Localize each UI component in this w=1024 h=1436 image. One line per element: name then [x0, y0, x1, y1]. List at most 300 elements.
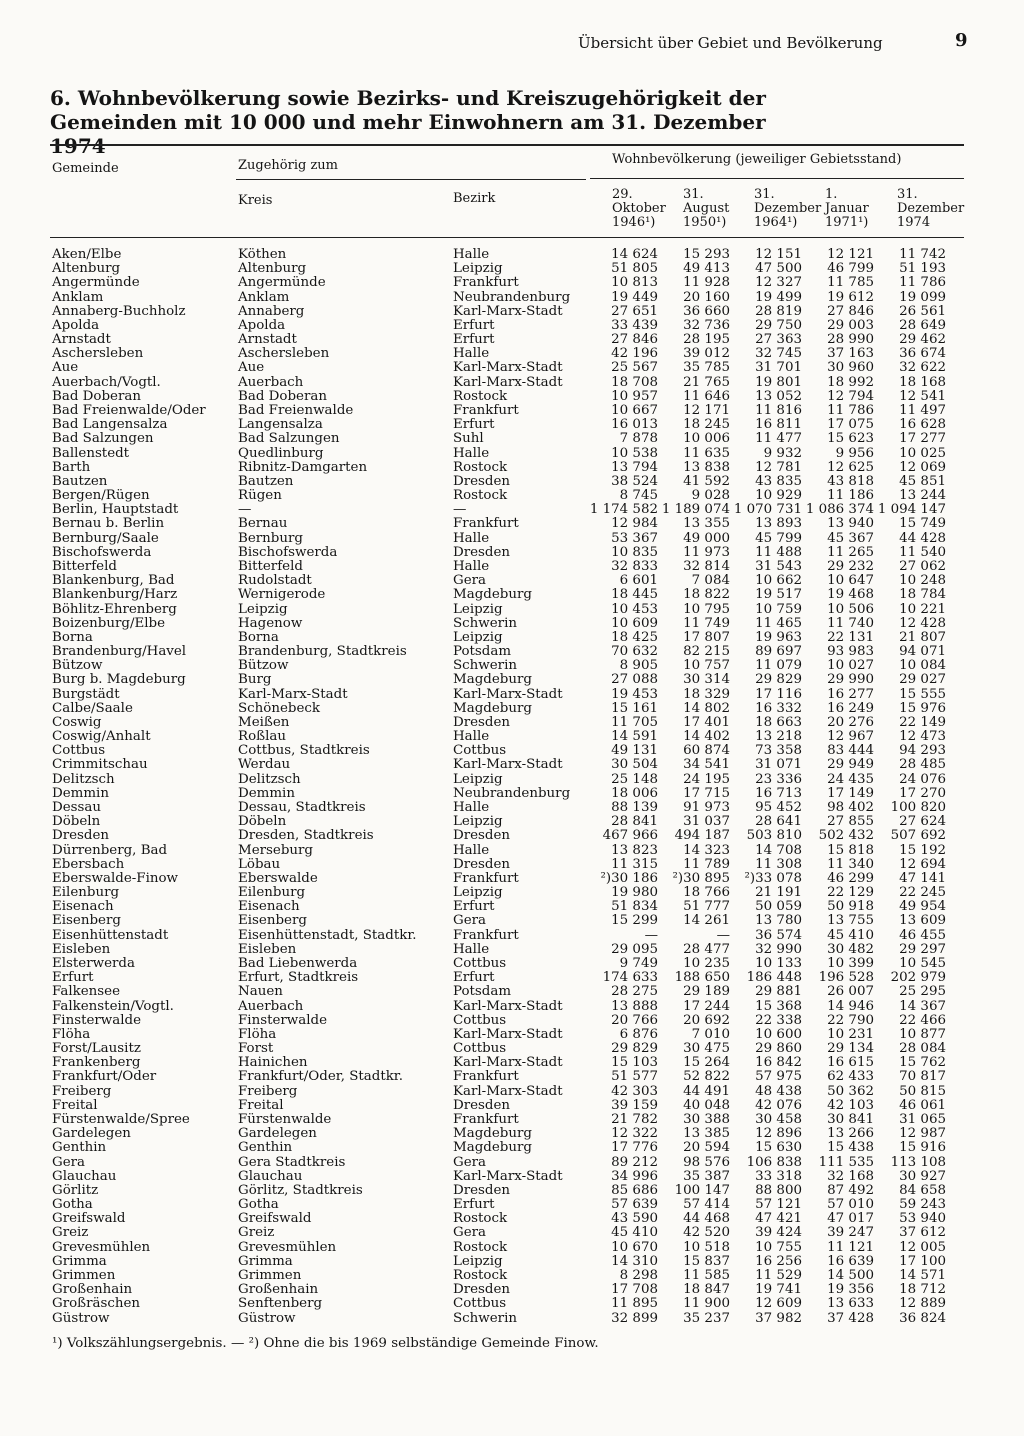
value-1946-cell: 10 538 — [611, 446, 658, 461]
gemeinde-cell: Greifswald — [52, 1211, 126, 1226]
gemeinde-cell: Crimmitschau — [52, 757, 148, 772]
value-1974-cell: 11 786 — [899, 275, 946, 290]
value-1950-cell: 11 585 — [683, 1268, 730, 1283]
value-1950-cell: 10 757 — [683, 658, 730, 673]
bezirk-cell: Karl-Marx-Stadt — [453, 1169, 563, 1184]
value-1974-cell: 13 244 — [899, 488, 946, 503]
value-1946-cell: 18 006 — [611, 786, 658, 801]
value-1971-cell: 24 435 — [827, 772, 874, 787]
table-row — [0, 844, 1024, 858]
bezirk-cell: Karl-Marx-Stadt — [453, 375, 563, 390]
value-1946-cell: 42 303 — [611, 1084, 658, 1099]
header-date-1950-year: 1950¹) — [683, 215, 727, 230]
kreis-cell: Hagenow — [238, 616, 303, 631]
value-1946-cell: 1 174 582 — [589, 502, 658, 517]
bezirk-cell: Rostock — [453, 460, 508, 475]
kreis-cell: Burg — [238, 672, 272, 687]
kreis-cell: Bad Doberan — [238, 389, 327, 404]
value-1974-cell: 47 141 — [899, 871, 946, 886]
bezirk-cell: Leipzig — [453, 772, 503, 787]
value-1950-cell: 11 973 — [683, 545, 730, 560]
value-1950-cell: 21 765 — [683, 375, 730, 390]
gemeinde-cell: Böhlitz-Ehrenberg — [52, 602, 177, 617]
bezirk-cell: Karl-Marx-Stadt — [453, 1055, 563, 1070]
bezirk-cell: Rostock — [453, 488, 508, 503]
gemeinde-cell: Großräschen — [52, 1296, 141, 1311]
value-1946-cell: 10 813 — [611, 275, 658, 290]
value-1964-cell: 22 338 — [755, 1013, 802, 1028]
value-1964-cell: 31 071 — [755, 757, 802, 772]
value-1971-cell: 11 740 — [827, 616, 874, 631]
table-row — [0, 858, 1024, 872]
value-1971-cell: 11 186 — [827, 488, 874, 503]
value-1946-cell: 17 708 — [611, 1282, 658, 1297]
value-1971-cell: 13 266 — [827, 1126, 874, 1141]
value-1974-cell: 12 889 — [899, 1296, 946, 1311]
table-row — [0, 347, 1024, 361]
value-1950-cell: 49 413 — [683, 261, 730, 276]
bezirk-cell: Halle — [453, 247, 490, 262]
value-1974-cell: 12 987 — [899, 1126, 946, 1141]
value-1946-cell: 15 161 — [611, 701, 658, 716]
gemeinde-cell: Erfurt — [52, 970, 94, 985]
gemeinde-cell: Glauchau — [52, 1169, 117, 1184]
kreis-cell: Bernau — [238, 516, 288, 531]
kreis-cell: Aschersleben — [238, 346, 330, 361]
value-1964-cell: 16 842 — [755, 1055, 802, 1070]
value-1950-cell: 18 822 — [683, 587, 730, 602]
gemeinde-cell: Eisenberg — [52, 913, 121, 928]
kreis-cell: Grevesmühlen — [238, 1240, 337, 1255]
kreis-cell: Frankfurt/Oder, Stadtkr. — [238, 1069, 403, 1084]
gemeinde-cell: Burg b. Magdeburg — [52, 672, 186, 687]
value-1950-cell: 11 928 — [683, 275, 730, 290]
value-1971-cell: 196 528 — [818, 970, 874, 985]
value-1964-cell: 30 458 — [755, 1112, 802, 1127]
value-1971-cell: 12 967 — [827, 729, 874, 744]
value-1974-cell: 12 541 — [899, 389, 946, 404]
value-1964-cell: 15 630 — [755, 1140, 802, 1155]
value-1974-cell: 31 065 — [899, 1112, 946, 1127]
table-row — [0, 418, 1024, 432]
kreis-cell: Bautzen — [238, 474, 294, 489]
value-1974-cell: 10 545 — [899, 956, 946, 971]
value-1964-cell: 21 191 — [755, 885, 802, 900]
value-1971-cell: 26 007 — [827, 984, 874, 999]
gemeinde-cell: Aschersleben — [52, 346, 144, 361]
bezirk-cell: Frankfurt — [453, 403, 519, 418]
gemeinde-cell: Anklam — [52, 290, 104, 305]
value-1974-cell: 45 851 — [899, 474, 946, 489]
table-row — [0, 1141, 1024, 1155]
value-1964-cell: 10 759 — [755, 602, 802, 617]
value-1950-cell: 20 692 — [683, 1013, 730, 1028]
bezirk-cell: Magdeburg — [453, 672, 532, 687]
value-1974-cell: 10 877 — [899, 1027, 946, 1042]
table-row — [0, 574, 1024, 588]
value-1946-cell: 89 212 — [611, 1155, 658, 1170]
table-top-rule — [50, 144, 964, 146]
header-zugehoerig: Zugehörig zum — [238, 158, 338, 173]
value-1974-cell: 12 694 — [899, 857, 946, 872]
bezirk-cell: Halle — [453, 942, 490, 957]
bezirk-cell: Erfurt — [453, 1197, 495, 1212]
value-1971-cell: 17 149 — [827, 786, 874, 801]
bezirk-cell: Gera — [453, 1225, 487, 1240]
table-row — [0, 1156, 1024, 1170]
value-1971-cell: 502 432 — [818, 828, 874, 843]
value-1946-cell: 15 299 — [611, 913, 658, 928]
value-1964-cell: 13 780 — [755, 913, 802, 928]
kreis-cell: Nauen — [238, 984, 283, 999]
bezirk-cell: Frankfurt — [453, 928, 519, 943]
header-bezirk: Bezirk — [453, 191, 496, 206]
bezirk-cell: Karl-Marx-Stadt — [453, 687, 563, 702]
header-date-1974-day: 31. — [897, 187, 918, 202]
table-row — [0, 1085, 1024, 1099]
table-row — [0, 532, 1024, 546]
value-1964-cell: 16 256 — [755, 1254, 802, 1269]
value-1964-cell: 13 218 — [755, 729, 802, 744]
table-row — [0, 659, 1024, 673]
kreis-cell: Genthin — [238, 1140, 293, 1155]
table-row — [0, 758, 1024, 772]
table-row — [0, 1283, 1024, 1297]
value-1950-cell: 18 847 — [683, 1282, 730, 1297]
value-1974-cell: 113 108 — [890, 1155, 946, 1170]
bezirk-cell: Frankfurt — [453, 871, 519, 886]
value-1971-cell: 19 468 — [827, 587, 874, 602]
value-1964-cell: 31 543 — [755, 559, 802, 574]
value-1946-cell: 25 567 — [611, 360, 658, 375]
header-date-1971 — [825, 188, 869, 230]
value-1971-cell: 29 003 — [827, 318, 874, 333]
table-row — [0, 333, 1024, 347]
value-1950-cell: 10 235 — [683, 956, 730, 971]
table-row — [0, 475, 1024, 489]
value-1950-cell: 14 323 — [683, 843, 730, 858]
value-1946-cell: 12 322 — [611, 1126, 658, 1141]
value-1971-cell: 18 992 — [827, 375, 874, 390]
kreis-cell: Grimma — [238, 1254, 293, 1269]
value-1974-cell: 11 742 — [899, 247, 946, 262]
bezirk-cell: Dresden — [453, 1183, 511, 1198]
value-1971-cell: 29 134 — [827, 1041, 874, 1056]
value-1946-cell: 19 449 — [611, 290, 658, 305]
header-date-1971-day: 1. — [825, 187, 838, 202]
value-1974-cell: 15 916 — [899, 1140, 946, 1155]
value-1950-cell: 44 491 — [683, 1084, 730, 1099]
value-1946-cell: 18 425 — [611, 630, 658, 645]
value-1950-cell: 49 000 — [683, 531, 730, 546]
bezirk-cell: Karl-Marx-Stadt — [453, 1084, 563, 1099]
gemeinde-cell: Bad Langensalza — [52, 417, 168, 432]
kreis-cell: Bad Liebenwerda — [238, 956, 358, 971]
value-1964-cell: 23 336 — [755, 772, 802, 787]
kreis-cell: Großenhain — [238, 1282, 319, 1297]
value-1964-cell: 15 368 — [755, 999, 802, 1014]
table-row — [0, 829, 1024, 843]
value-1946-cell: ²)30 186 — [600, 871, 658, 886]
value-1974-cell: 46 061 — [899, 1098, 946, 1113]
table-row — [0, 985, 1024, 999]
value-1950-cell: 40 048 — [683, 1098, 730, 1113]
value-1950-cell: 98 576 — [683, 1155, 730, 1170]
value-1950-cell: 13 385 — [683, 1126, 730, 1141]
value-1950-cell: 18 329 — [683, 687, 730, 702]
kreis-cell: Eisenhüttenstadt, Stadtkr. — [238, 928, 417, 943]
value-1964-cell: 89 697 — [755, 644, 802, 659]
bezirk-cell: Cottbus — [453, 1296, 507, 1311]
gemeinde-cell: Falkensee — [52, 984, 121, 999]
bezirk-cell: Cottbus — [453, 956, 507, 971]
header-date-1974-month: Dezember — [897, 201, 965, 216]
table-row — [0, 1184, 1024, 1198]
value-1950-cell: 10 518 — [683, 1240, 730, 1255]
bezirk-cell: Erfurt — [453, 318, 495, 333]
gemeinde-cell: Bernau b. Berlin — [52, 516, 165, 531]
kreis-cell: Erfurt, Stadtkreis — [238, 970, 359, 985]
value-1946-cell: 17 776 — [611, 1140, 658, 1155]
bezirk-cell: Neubrandenburg — [453, 290, 571, 305]
kreis-cell: Bad Salzungen — [238, 431, 340, 446]
gemeinde-cell: Bitterfeld — [52, 559, 117, 574]
value-1946-cell: 51 805 — [611, 261, 658, 276]
table-row — [0, 1070, 1024, 1084]
value-1971-cell: 14 500 — [827, 1268, 874, 1283]
value-1950-cell: 35 237 — [683, 1311, 730, 1326]
value-1950-cell: — — [716, 928, 730, 943]
value-1950-cell: 18 245 — [683, 417, 730, 432]
value-1971-cell: 9 956 — [835, 446, 874, 461]
value-1971-cell: 43 818 — [827, 474, 874, 489]
value-1964-cell: 45 799 — [755, 531, 802, 546]
value-1974-cell: 53 940 — [899, 1211, 946, 1226]
kreis-cell: Aue — [238, 360, 265, 375]
value-1964-cell: 29 881 — [755, 984, 802, 999]
gemeinde-cell: Borna — [52, 630, 93, 645]
gemeinde-cell: Bützow — [52, 658, 103, 673]
bezirk-cell: Dresden — [453, 545, 511, 560]
value-1946-cell: 25 148 — [611, 772, 658, 787]
gemeinde-cell: Barth — [52, 460, 91, 475]
table-row — [0, 943, 1024, 957]
value-1971-cell: 15 623 — [827, 431, 874, 446]
value-1974-cell: 32 622 — [899, 360, 946, 375]
value-1946-cell: 11 895 — [611, 1296, 658, 1311]
value-1964-cell: 11 308 — [755, 857, 802, 872]
value-1974-cell: 17 270 — [899, 786, 946, 801]
gemeinde-cell: Bernburg/Saale — [52, 531, 159, 546]
table-row — [0, 461, 1024, 475]
value-1974-cell: 51 193 — [899, 261, 946, 276]
value-1950-cell: 11 749 — [683, 616, 730, 631]
gemeinde-cell: Delitzsch — [52, 772, 115, 787]
table-row — [0, 248, 1024, 262]
value-1974-cell: 70 817 — [899, 1069, 946, 1084]
value-1971-cell: 32 168 — [827, 1169, 874, 1184]
value-1974-cell: 22 466 — [899, 1013, 946, 1028]
value-1974-cell: 27 624 — [899, 814, 946, 829]
gemeinde-cell: Gardelegen — [52, 1126, 131, 1141]
value-1950-cell: 32 736 — [683, 318, 730, 333]
value-1950-cell: 11 646 — [683, 389, 730, 404]
header-date-1946-day: 29. — [612, 187, 633, 202]
kreis-cell: Görlitz, Stadtkreis — [238, 1183, 363, 1198]
kreis-cell: Fürstenwalde — [238, 1112, 332, 1127]
table-row — [0, 1028, 1024, 1042]
gemeinde-cell: Brandenburg/Havel — [52, 644, 187, 659]
value-1950-cell: 17 807 — [683, 630, 730, 645]
table-row — [0, 1241, 1024, 1255]
header-date-1971-month: Januar — [825, 201, 869, 216]
value-1950-cell: 11 789 — [683, 857, 730, 872]
kreis-cell: Apolda — [238, 318, 286, 333]
value-1974-cell: 14 571 — [899, 1268, 946, 1283]
table-row — [0, 1255, 1024, 1269]
value-1950-cell: 14 802 — [683, 701, 730, 716]
gemeinde-cell: Flöha — [52, 1027, 91, 1042]
value-1950-cell: 15 293 — [683, 247, 730, 262]
zugehoerig-rule — [236, 179, 586, 180]
value-1971-cell: 16 615 — [827, 1055, 874, 1070]
value-1946-cell: 11 705 — [611, 715, 658, 730]
value-1964-cell: 19 499 — [755, 290, 802, 305]
value-1946-cell: 10 957 — [611, 389, 658, 404]
table-row — [0, 730, 1024, 744]
gemeinde-cell: Forst/Lausitz — [52, 1041, 141, 1056]
value-1974-cell: 10 025 — [899, 446, 946, 461]
gemeinde-cell: Eilenburg — [52, 885, 120, 900]
value-1974-cell: 21 807 — [899, 630, 946, 645]
table-row — [0, 673, 1024, 687]
bezirk-cell: Karl-Marx-Stadt — [453, 999, 563, 1014]
value-1964-cell: 16 713 — [755, 786, 802, 801]
value-1946-cell: 53 367 — [611, 531, 658, 546]
table-row — [0, 617, 1024, 631]
value-1964-cell: 19 741 — [755, 1282, 802, 1297]
gemeinde-cell: Angermünde — [52, 275, 140, 290]
table-row — [0, 262, 1024, 276]
value-1971-cell: 15 438 — [827, 1140, 874, 1155]
gemeinde-cell: Elsterwerda — [52, 956, 135, 971]
value-1946-cell: 42 196 — [611, 346, 658, 361]
value-1974-cell: 12 473 — [899, 729, 946, 744]
gemeinde-cell: Bad Salzungen — [52, 431, 154, 446]
value-1946-cell: 18 708 — [611, 375, 658, 390]
kreis-cell: Eisenberg — [238, 913, 307, 928]
bezirk-cell: Gera — [453, 913, 487, 928]
table-row — [0, 914, 1024, 928]
value-1971-cell: 10 027 — [827, 658, 874, 673]
bezirk-cell: Halle — [453, 446, 490, 461]
value-1950-cell: 60 874 — [683, 743, 730, 758]
table-row — [0, 957, 1024, 971]
kreis-cell: Eisenach — [238, 899, 300, 914]
kreis-cell: Auerbach — [238, 999, 304, 1014]
kreis-cell: Senftenberg — [238, 1296, 323, 1311]
value-1971-cell: 57 010 — [827, 1197, 874, 1212]
value-1971-cell: 17 075 — [827, 417, 874, 432]
value-1946-cell: 32 899 — [611, 1311, 658, 1326]
value-1971-cell: 19 356 — [827, 1282, 874, 1297]
table-row — [0, 631, 1024, 645]
value-1964-cell: 11 488 — [755, 545, 802, 560]
value-1974-cell: 24 076 — [899, 772, 946, 787]
kreis-cell: Greifswald — [238, 1211, 312, 1226]
gemeinde-cell: Arnstadt — [52, 332, 111, 347]
value-1971-cell: 10 506 — [827, 602, 874, 617]
value-1974-cell: 15 749 — [899, 516, 946, 531]
value-1950-cell: 1 189 074 — [661, 502, 730, 517]
kreis-cell: Merseburg — [238, 843, 314, 858]
value-1964-cell: 18 663 — [755, 715, 802, 730]
value-1950-cell: 30 314 — [683, 672, 730, 687]
value-1946-cell: 51 577 — [611, 1069, 658, 1084]
value-1946-cell: 28 841 — [611, 814, 658, 829]
value-1946-cell: 11 315 — [611, 857, 658, 872]
value-1971-cell: 16 277 — [827, 687, 874, 702]
header-wohnbevoelkerung: Wohnbevölkerung (jeweiliger Gebietsstand) — [612, 152, 902, 167]
table-row — [0, 787, 1024, 801]
table-row — [0, 560, 1024, 574]
bezirk-cell: Dresden — [453, 1098, 511, 1113]
value-1950-cell: 52 822 — [683, 1069, 730, 1084]
value-1946-cell: 21 782 — [611, 1112, 658, 1127]
kreis-cell: Bernburg — [238, 531, 303, 546]
value-1971-cell: 16 639 — [827, 1254, 874, 1269]
value-1946-cell: 467 966 — [602, 828, 658, 843]
value-1974-cell: 28 485 — [899, 757, 946, 772]
header-date-1946-month: Oktober — [612, 201, 666, 216]
kreis-cell: Arnstadt — [238, 332, 297, 347]
value-1950-cell: 31 037 — [683, 814, 730, 829]
gemeinde-cell: Falkenstein/Vogtl. — [52, 999, 174, 1014]
value-1974-cell: 59 243 — [899, 1197, 946, 1212]
value-1964-cell: 10 755 — [755, 1240, 802, 1255]
value-1950-cell: 15 837 — [683, 1254, 730, 1269]
value-1974-cell: 37 612 — [899, 1225, 946, 1240]
value-1964-cell: 11 816 — [755, 403, 802, 418]
value-1950-cell: 32 814 — [683, 559, 730, 574]
gemeinde-cell: Döbeln — [52, 814, 101, 829]
bezirk-cell: Potsdam — [453, 984, 512, 999]
value-1974-cell: 94 293 — [899, 743, 946, 758]
bezirk-cell: Potsdam — [453, 644, 512, 659]
value-1964-cell: 10 929 — [755, 488, 802, 503]
kreis-cell: Gardelegen — [238, 1126, 317, 1141]
value-1946-cell: 27 846 — [611, 332, 658, 347]
value-1946-cell: 38 524 — [611, 474, 658, 489]
kreis-cell: Bitterfeld — [238, 559, 303, 574]
bezirk-cell: Erfurt — [453, 332, 495, 347]
kreis-cell: Auerbach — [238, 375, 304, 390]
table-title: 6. Wohnbevölkerung sowie Bezirks- und Kreiszugehörigkeit der Gemeinden mit 10 000 und mehr Einwohnern am 31. Dezember 1974 — [50, 86, 766, 158]
value-1950-cell: 17 715 — [683, 786, 730, 801]
value-1946-cell: 70 632 — [611, 644, 658, 659]
kreis-cell: Glauchau — [238, 1169, 303, 1184]
value-1971-cell: 29 949 — [827, 757, 874, 772]
bezirk-cell: Cottbus — [453, 1041, 507, 1056]
table-row — [0, 872, 1024, 886]
value-1974-cell: 49 954 — [899, 899, 946, 914]
table-row — [0, 1312, 1024, 1326]
kreis-cell: Demmin — [238, 786, 295, 801]
value-1946-cell: 14 310 — [611, 1254, 658, 1269]
bezirk-cell: Frankfurt — [453, 516, 519, 531]
value-1946-cell: — — [644, 928, 658, 943]
value-1971-cell: 37 428 — [827, 1311, 874, 1326]
